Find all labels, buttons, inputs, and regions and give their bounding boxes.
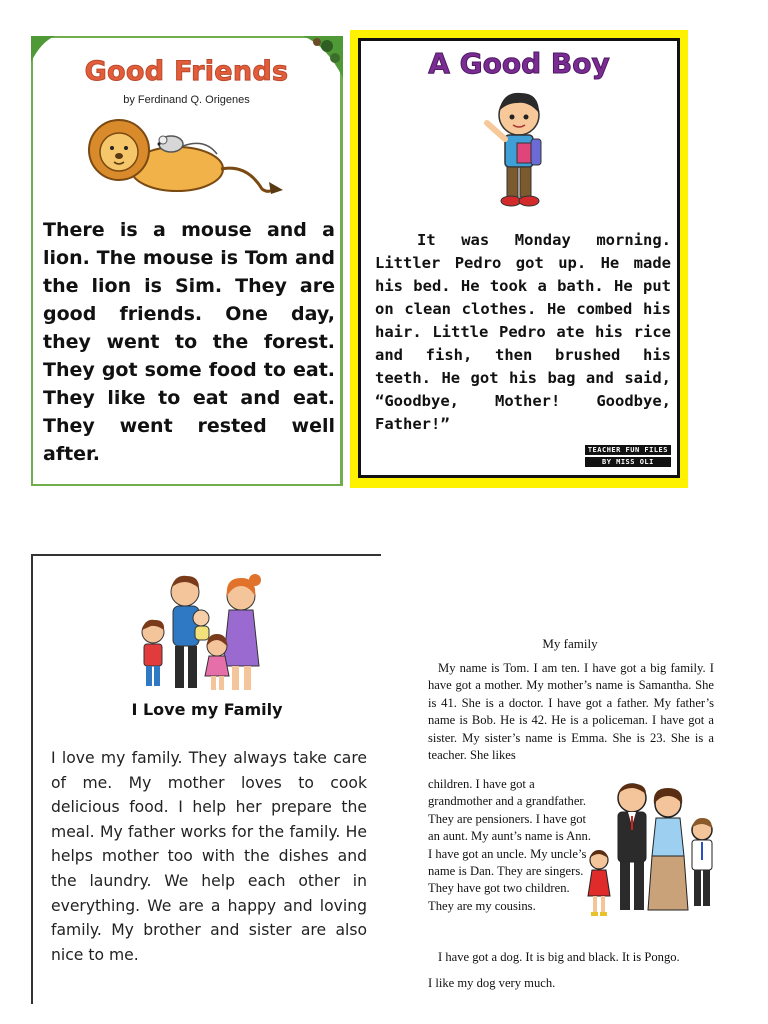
credit-line: TEACHER FUN FILES (585, 445, 671, 455)
family-illustration (139, 570, 269, 700)
credit-badge (585, 443, 671, 467)
story-paragraph: My name is Tom. I am ten. I have got a big family. I have got a mother. My mother’s name is Samantha. She is 41. She is a doctor. I have got a father. My father’s name is Bob. He is 42. He is a policeman. I have got a sister. My sister’s name is Emma. She is 23. She is a teacher. She likes (428, 661, 714, 763)
boy-illustration (473, 87, 565, 213)
story-text: It was Monday morning. Littler Pedro got up. He made his bed. He took a bath. He put on clean clothes. He combed his hair. Little Pedro ate his rice and fish, then brushed his teeth. He got his bag and said, “Goodbye, Mother! Goodbye, Father!” (375, 231, 671, 433)
story-byline: by Ferdinand Q. Origenes (123, 94, 250, 106)
story-paragraph-continued: children. I have got a grandmother and a grandfather. They are pensioners. I have got an aunt. My aunt’s name is Ann. I have got an uncle. My uncle’s name is Dan. They are singers. They have got two children. They are my cousins. (428, 777, 591, 913)
my-family-text (424, 636, 716, 1006)
story-paragraph: I like my dog very much. (428, 976, 556, 990)
family-illustration (602, 780, 722, 920)
love-family-card (31, 554, 381, 1004)
credit-line: BY MISS OLI (585, 457, 671, 467)
story-title: A Good Boy (428, 47, 610, 80)
story-title: I Love my Family (131, 700, 283, 719)
story-title: Good Friends (84, 56, 289, 87)
girl-figure-icon (584, 848, 614, 920)
story-paragraph: I have got a dog. It is big and black. It is Pongo. (438, 950, 680, 964)
story-text: There is a mouse and a lion. The mouse is Tom and the lion is Sim. They are good friends. One day, they went to the forest. They got some food to eat. They like to eat and eat. They went rested well after. (43, 219, 335, 465)
good-friends-card (31, 36, 343, 486)
good-boy-card (350, 30, 688, 488)
story-title: My family (542, 636, 598, 651)
lion-and-mouse-illustration (87, 114, 287, 194)
story-text: I love my family. They always take care of me. My mother loves to cook delicious food. I help her prepare the meal. My father works for the family. He helps mother too with the dishes and the laundry. We help each other in everything. We are a happy and loving family. My brother and sister are also nice to me. (51, 749, 367, 964)
